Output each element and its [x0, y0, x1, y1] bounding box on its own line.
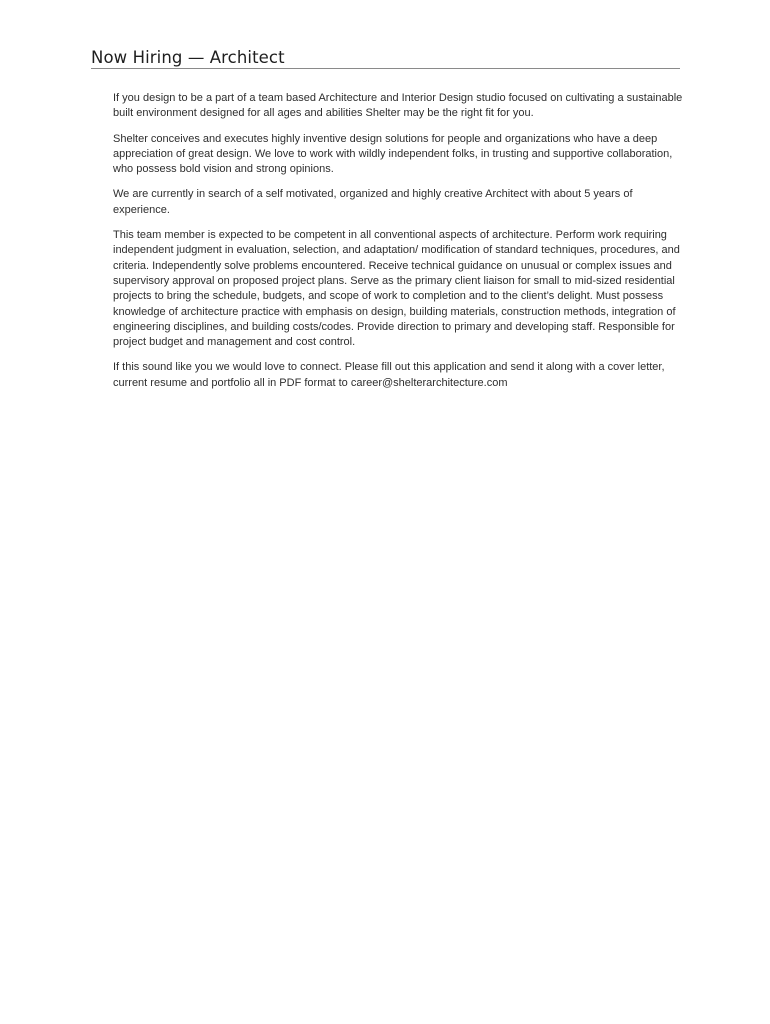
job-description [113, 91, 683, 401]
responsibilities-paragraph: This team member is expected to be competent in all conventional aspects of architecture. Perform work requiring independent judgment in evaluation, selection, and adaptation/ modification of standard techniques, procedures, and criteria. Independently solve problems encountered. Receive technical guidance on unusual or complex issues and supervisory approval on proposed project plans. Serve as the primary client liaison for small to mid-sized residential projects to bring the schedule, budgets, and scope of work to completion and to the client’s delight. Must possess knowledge of architecture practice with emphasis on design, building materials, construction methods, integration of engineering disciplines, and building costs/codes. Provide direction to primary and developing staff. Responsible for project budget and management and cost control. [113, 229, 680, 349]
intro-paragraph: If you design to be a part of a team based Architecture and Interior Design studio focused on cultivating a sustainable built environment designed for all ages and abilities Shelter may be the right fit for you. [113, 92, 683, 120]
title-divider [91, 68, 680, 69]
company-paragraph: Shelter conceives and executes highly inventive design solutions for people and organizations who have a deep appreciation of great design. We love to work with wildly independent folks, in trusting and supportive collaboration, who possess bold vision and strong opinions. [113, 132, 673, 176]
page-title: Now Hiring — Architect [91, 48, 285, 67]
search-paragraph: We are currently in search of a self motivated, organized and highly creative Architect with about 5 years of experience. [113, 188, 633, 216]
contact-paragraph: If this sound like you we would love to connect. Please fill out this application and send it along with a cover letter, current resume and portfolio all in PDF format to career@shelterarchitecture.com [113, 361, 665, 389]
